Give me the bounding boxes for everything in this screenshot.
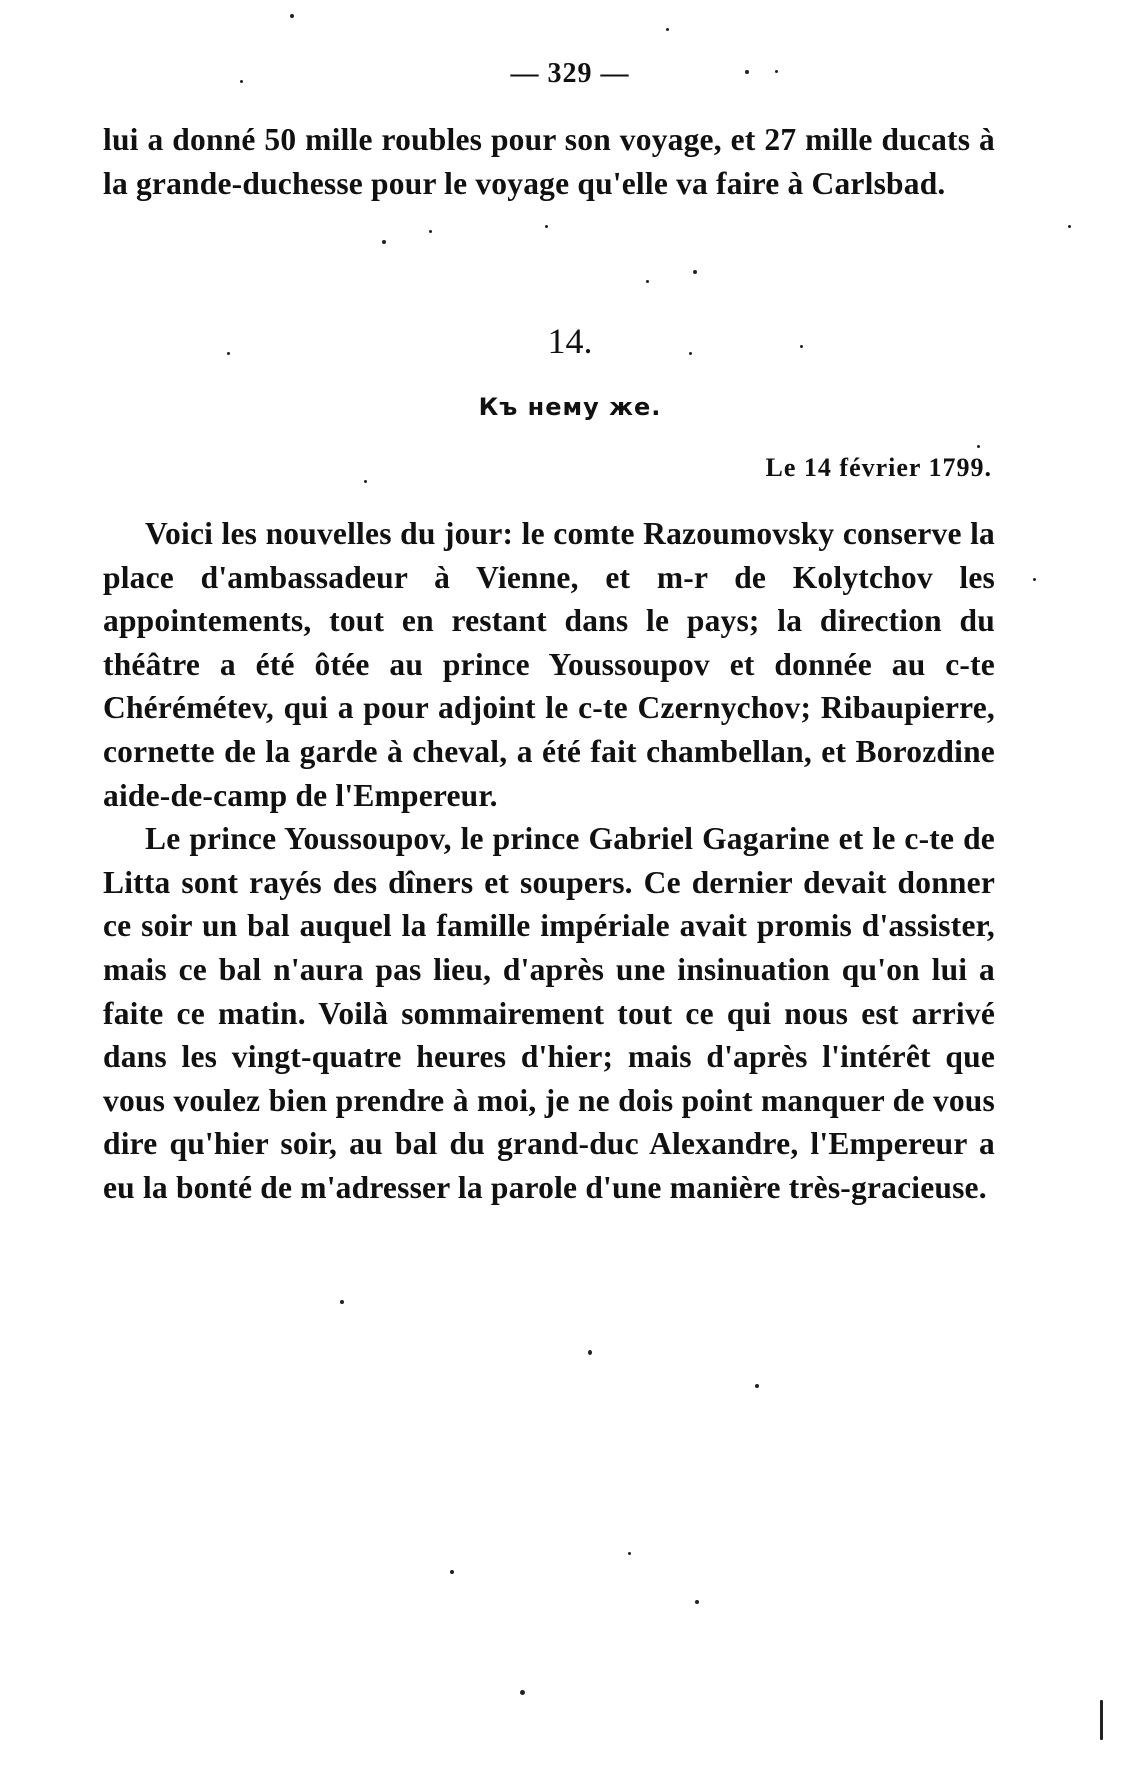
- scan-speck: [227, 352, 230, 355]
- scan-speck: [755, 1384, 759, 1388]
- scan-speck: [429, 230, 432, 233]
- scan-speck: [240, 80, 243, 83]
- letter-date: Le 14 février 1799.: [765, 453, 992, 482]
- scan-speck: [628, 1552, 631, 1555]
- continuation-text: [103, 118, 995, 205]
- scan-speck: [745, 70, 749, 74]
- scan-speck: [1100, 1700, 1103, 1740]
- scan-speck: [1068, 225, 1071, 228]
- scan-speck: [545, 225, 548, 228]
- scan-speck: [340, 1300, 344, 1304]
- scan-speck: [520, 1690, 525, 1695]
- scan-speck: [382, 240, 386, 244]
- letter-heading: Къ нему же.: [478, 393, 662, 421]
- continuation-paragraph: lui a donné 50 mille roubles pour son voyage, et 27 mille ducats à la grande-duchesse pour le voyage qu'elle va faire à Carlsbad.: [103, 122, 995, 201]
- page-number: — 329 —: [510, 58, 630, 89]
- scan-speck: [588, 1350, 592, 1355]
- scan-speck: [689, 352, 692, 355]
- scan-speck: [290, 14, 294, 18]
- scan-speck: [666, 28, 669, 31]
- scan-speck: [364, 480, 367, 483]
- letter-paragraph: Le prince Youssoupov, le prince Gabriel Gagarine et le c-te de Litta sont rayés des dîners et soupers. Ce dernier devait donner ce soir un bal auquel la famille impériale avait promis d'assister, mais ce bal n'aura pas lieu, d'après une insinuation qu'on lui a faite ce matin. Voilà sommairement tout ce qui nous est arrivé dans les vingt-quatre heures d'hier; mais d'après l'intérêt que vous voulez bien prendre à moi, je ne dois point manquer de vous dire qu'hier soir, au bal du grand-duc Alexandre, l'Empereur a eu la bonté de m'adresser la parole d'une manière très-gracieuse.: [103, 821, 995, 1205]
- letter-body: [103, 512, 995, 1210]
- letter-paragraph: Voici les nouvelles du jour: le comte Razoumovsky conserve la place d'ambassadeur à Vienne, et m-r de Kolytchov les appointements, tout en restant dans le pays; la direction du théâtre a été ôtée au prince Youssoupov et donnée au c-te Chérémétev, qui a pour adjoint le c-te Czernychov; Ribaupierre, cornette de la garde à cheval, a été fait chambellan, et Borozdine aide-de-camp de l'Empereur.: [103, 516, 995, 813]
- scan-speck: [695, 1600, 699, 1604]
- letter-number: 14.: [547, 321, 593, 361]
- scan-speck: [775, 70, 778, 73]
- scan-speck: [977, 445, 980, 448]
- scan-speck: [450, 1570, 454, 1574]
- scan-speck: [646, 280, 649, 283]
- scan-speck: [800, 345, 803, 348]
- scan-speck: [693, 270, 697, 274]
- scan-speck: [1033, 578, 1036, 581]
